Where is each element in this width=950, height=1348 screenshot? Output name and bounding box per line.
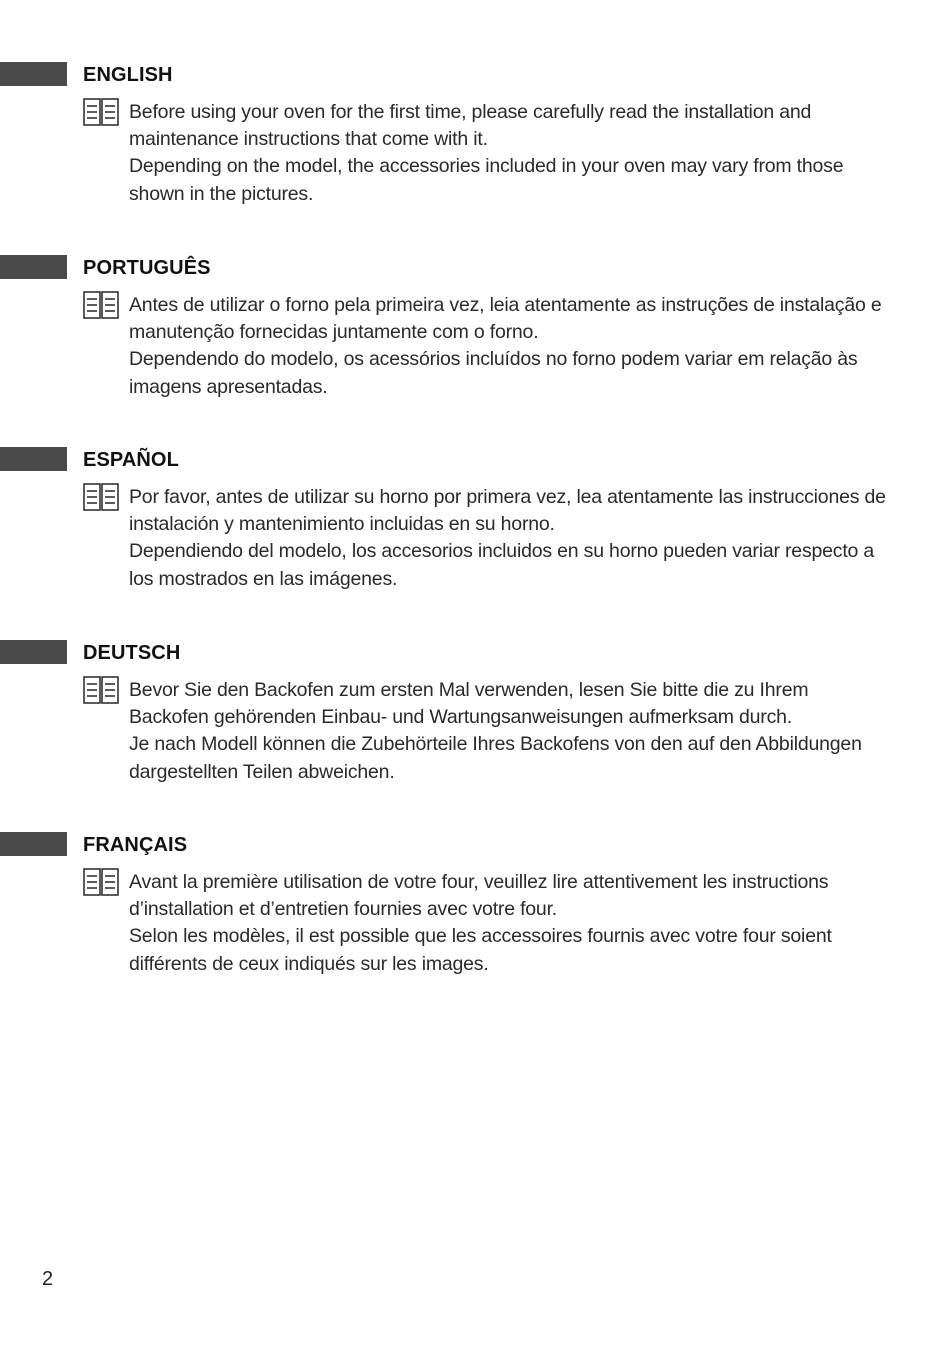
paragraph-line: Bevor Sie den Backofen zum ersten Mal verwenden, lesen Sie bitte die zu Ihrem Backofen gehörenden Einbau- und Wartungsanweisungen aufmerksam durch. bbox=[129, 679, 809, 729]
section-heading: FRANÇAIS bbox=[83, 834, 188, 856]
paragraph-line: Avant la première utilisation de votre four, veuillez lire attentivement les instructions d’installation et d’entretien fournies avec votre four. bbox=[129, 871, 829, 921]
paragraph-line: Dependendo do modelo, os acessórios incluídos no forno podem variar em relação às imagens apresentadas. bbox=[129, 348, 858, 398]
language-marker-bar bbox=[0, 447, 67, 471]
open-book-icon bbox=[83, 676, 119, 704]
open-book-icon bbox=[83, 868, 119, 896]
open-book-icon bbox=[83, 483, 119, 511]
paragraph-line: Antes de utilizar o forno pela primeira vez, leia atentamente as instruções de instalação e manutenção fornecidas juntamente com o forno. bbox=[129, 294, 882, 344]
section-text bbox=[129, 484, 889, 593]
paragraph-line: Depending on the model, the accessories included in your oven may vary from those shown in the pictures. bbox=[129, 155, 844, 205]
section-heading: PORTUGUÊS bbox=[83, 257, 211, 279]
section-text bbox=[129, 869, 889, 978]
open-book-icon bbox=[83, 291, 119, 319]
language-marker-bar bbox=[0, 640, 67, 664]
language-marker-bar bbox=[0, 62, 67, 86]
section-text bbox=[129, 292, 889, 401]
paragraph-line: Before using your oven for the first time, please carefully read the installation and maintenance instructions that come with it. bbox=[129, 101, 812, 151]
language-marker-bar bbox=[0, 832, 67, 856]
section-heading: DEUTSCH bbox=[83, 642, 181, 664]
language-marker-bar bbox=[0, 255, 67, 279]
open-book-icon bbox=[83, 98, 119, 126]
paragraph-line: Je nach Modell können die Zubehörteile Ihres Backofens von den auf den Abbildungen dargestellten Teilen abweichen. bbox=[129, 733, 862, 783]
paragraph-line: Dependiendo del modelo, los accesorios incluidos en su horno pueden variar respecto a los mostrados en las imágenes. bbox=[129, 540, 875, 590]
paragraph-line: Por favor, antes de utilizar su horno por primera vez, lea atentamente las instrucciones de instalación y mantenimiento incluidas en su horno. bbox=[129, 486, 886, 536]
section-heading: ENGLISH bbox=[83, 64, 173, 86]
section-text bbox=[129, 677, 889, 786]
page-number: 2 bbox=[42, 1268, 54, 1290]
section-text bbox=[129, 99, 889, 208]
paragraph-line: Selon les modèles, il est possible que les accessoires fournis avec votre four soient différents de ceux indiqués sur les images. bbox=[129, 925, 832, 975]
section-heading: ESPAÑOL bbox=[83, 449, 179, 471]
